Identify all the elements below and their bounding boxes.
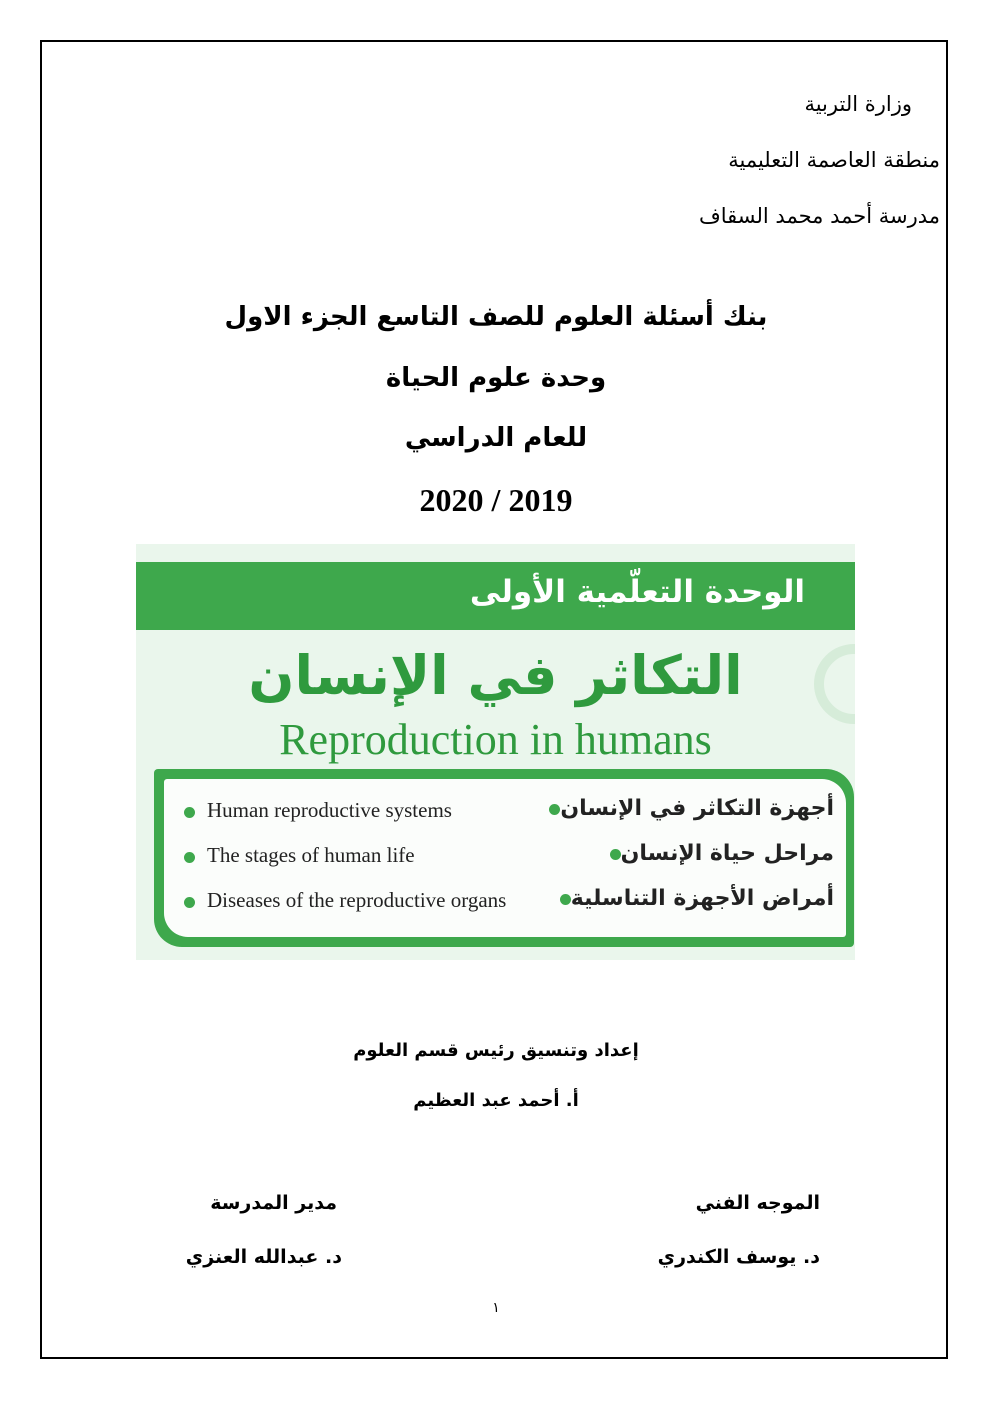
topic-arabic: مراحل حياة الإنسان — [610, 841, 834, 866]
unit-title-english: Reproduction in humans — [279, 715, 712, 764]
unit-title-arabic: التكاثر في الإنسان — [248, 644, 743, 707]
principal-name: د. عبدالله العنزي — [185, 1246, 342, 1268]
topics-list — [164, 779, 846, 937]
topic-english: Diseases of the reproductive organs — [184, 888, 506, 913]
page-number: ١ — [492, 1300, 500, 1316]
ministry-label: وزارة التربية — [804, 92, 912, 116]
unit-banner-header — [136, 562, 855, 630]
topic-item — [184, 884, 834, 924]
topics-box — [154, 769, 854, 947]
topic-english: Human reproductive systems — [184, 798, 452, 823]
school-label: مدرسة أحمد محمد السقاف — [699, 204, 940, 228]
unit-subtitle: وحدة علوم الحياة — [385, 363, 607, 393]
supervisor-title: الموجه الفني — [695, 1192, 820, 1214]
topic-arabic: أجهزة التكاثر في الإنسان — [549, 796, 834, 821]
topic-item — [184, 794, 834, 834]
supervisor-name: د. يوسف الكندري — [657, 1246, 820, 1268]
academic-year-label: للعام الدراسي — [404, 423, 588, 453]
document-title: بنك أسئلة العلوم للصف التاسع الجزء الاول — [224, 302, 768, 332]
district-label: منطقة العاصمة التعليمية — [728, 148, 940, 172]
topic-item — [184, 839, 834, 879]
topic-arabic: أمراض الأجهزة التناسلية — [560, 886, 834, 911]
principal-title: مدير المدرسة — [210, 1192, 337, 1214]
unit-number-label: الوحدة التعلّمية الأولى — [469, 574, 805, 610]
unit-banner-image — [136, 544, 855, 960]
preparer-name: أ. أحمد عبد العظيم — [413, 1090, 579, 1111]
academic-year: 2020 / 2019 — [419, 482, 573, 518]
prepared-by-label: إعداد وتنسيق رئيس قسم العلوم — [353, 1040, 639, 1061]
topic-english: The stages of human life — [184, 843, 415, 868]
